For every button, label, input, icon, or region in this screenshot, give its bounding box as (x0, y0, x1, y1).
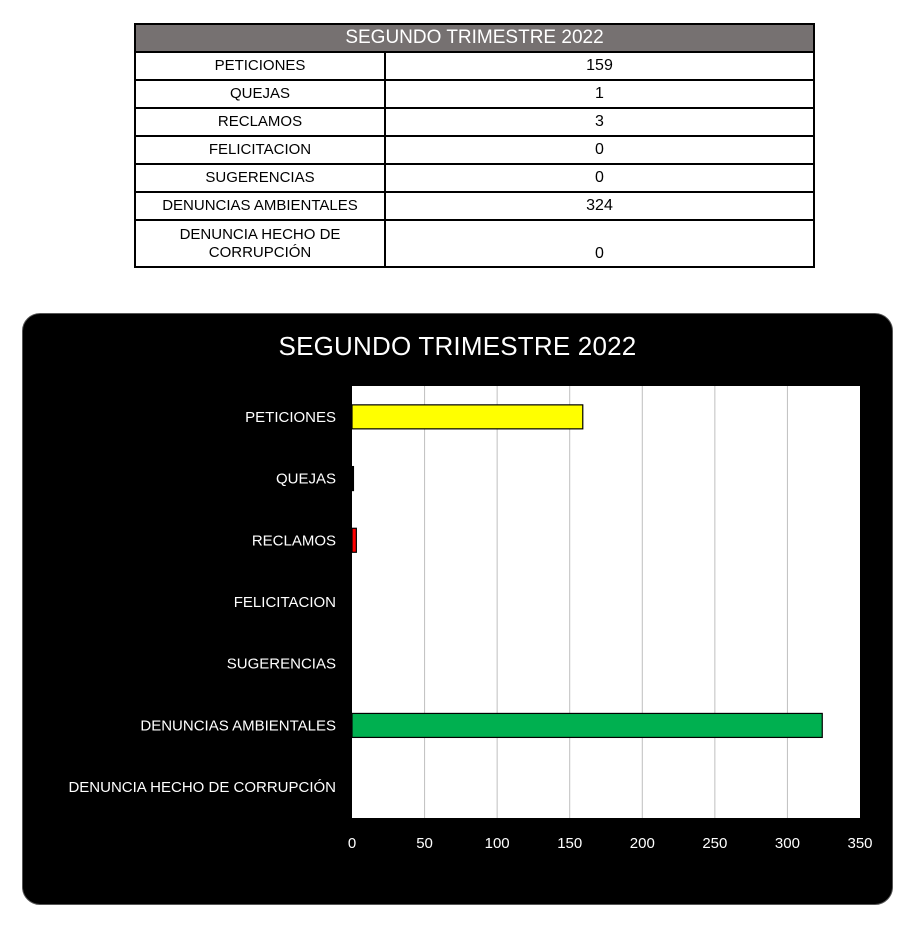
x-tick-label: 50 (416, 835, 433, 852)
x-tick-label: 250 (702, 835, 728, 852)
bar (352, 713, 822, 737)
x-tick-label: 100 (484, 835, 510, 852)
y-category-label: FELICITACION (233, 594, 336, 611)
row-label: PETICIONES (135, 52, 385, 80)
summary-table (134, 23, 815, 268)
table-row (135, 108, 814, 136)
y-category-label: DENUNCIA HECHO DE CORRUPCIÓN (68, 779, 336, 797)
plot-area (352, 386, 860, 818)
x-tick-label: 150 (557, 835, 583, 852)
y-category-label: SUGERENCIAS (226, 655, 336, 673)
bar (352, 467, 353, 491)
x-tick-label: 200 (629, 835, 655, 852)
row-value: 0 (385, 220, 814, 267)
bar (352, 528, 356, 552)
x-tick-label: 0 (347, 835, 357, 852)
row-value: 0 (385, 164, 814, 192)
row-value: 0 (385, 136, 814, 164)
bar (352, 405, 583, 429)
y-category-label: QUEJAS (275, 470, 336, 488)
bar-chart (23, 314, 894, 906)
row-value: 159 (385, 52, 814, 80)
table-row (135, 220, 814, 267)
row-label: FELICITACION (135, 136, 385, 164)
y-category-label: RECLAMOS (251, 532, 336, 550)
table-row (135, 52, 814, 80)
table-row (135, 136, 814, 164)
y-category-label: DENUNCIAS AMBIENTALES (140, 717, 336, 735)
table-header: SEGUNDO TRIMESTRE 2022 (135, 24, 814, 52)
table-row (135, 164, 814, 192)
row-value: 324 (385, 192, 814, 220)
y-category-label: PETICIONES (245, 408, 336, 426)
x-tick-label: 300 (774, 835, 800, 852)
chart-title: SEGUNDO TRIMESTRE 2022 (278, 331, 637, 361)
row-label-line: DENUNCIA HECHO DE (179, 225, 341, 243)
row-label: SUGERENCIAS (135, 164, 385, 192)
table-header-row (135, 24, 814, 52)
table-row (135, 192, 814, 220)
row-value: 3 (385, 108, 814, 136)
row-label: RECLAMOS (135, 108, 385, 136)
x-tick-label: 350 (847, 835, 873, 852)
row-label-multiline (135, 220, 385, 267)
row-label-line: CORRUPCIÓN (208, 243, 312, 261)
table-row (135, 80, 814, 108)
row-label: DENUNCIAS AMBIENTALES (135, 192, 385, 220)
row-label: QUEJAS (135, 80, 385, 108)
chart-panel (22, 313, 893, 905)
row-value: 1 (385, 80, 814, 108)
